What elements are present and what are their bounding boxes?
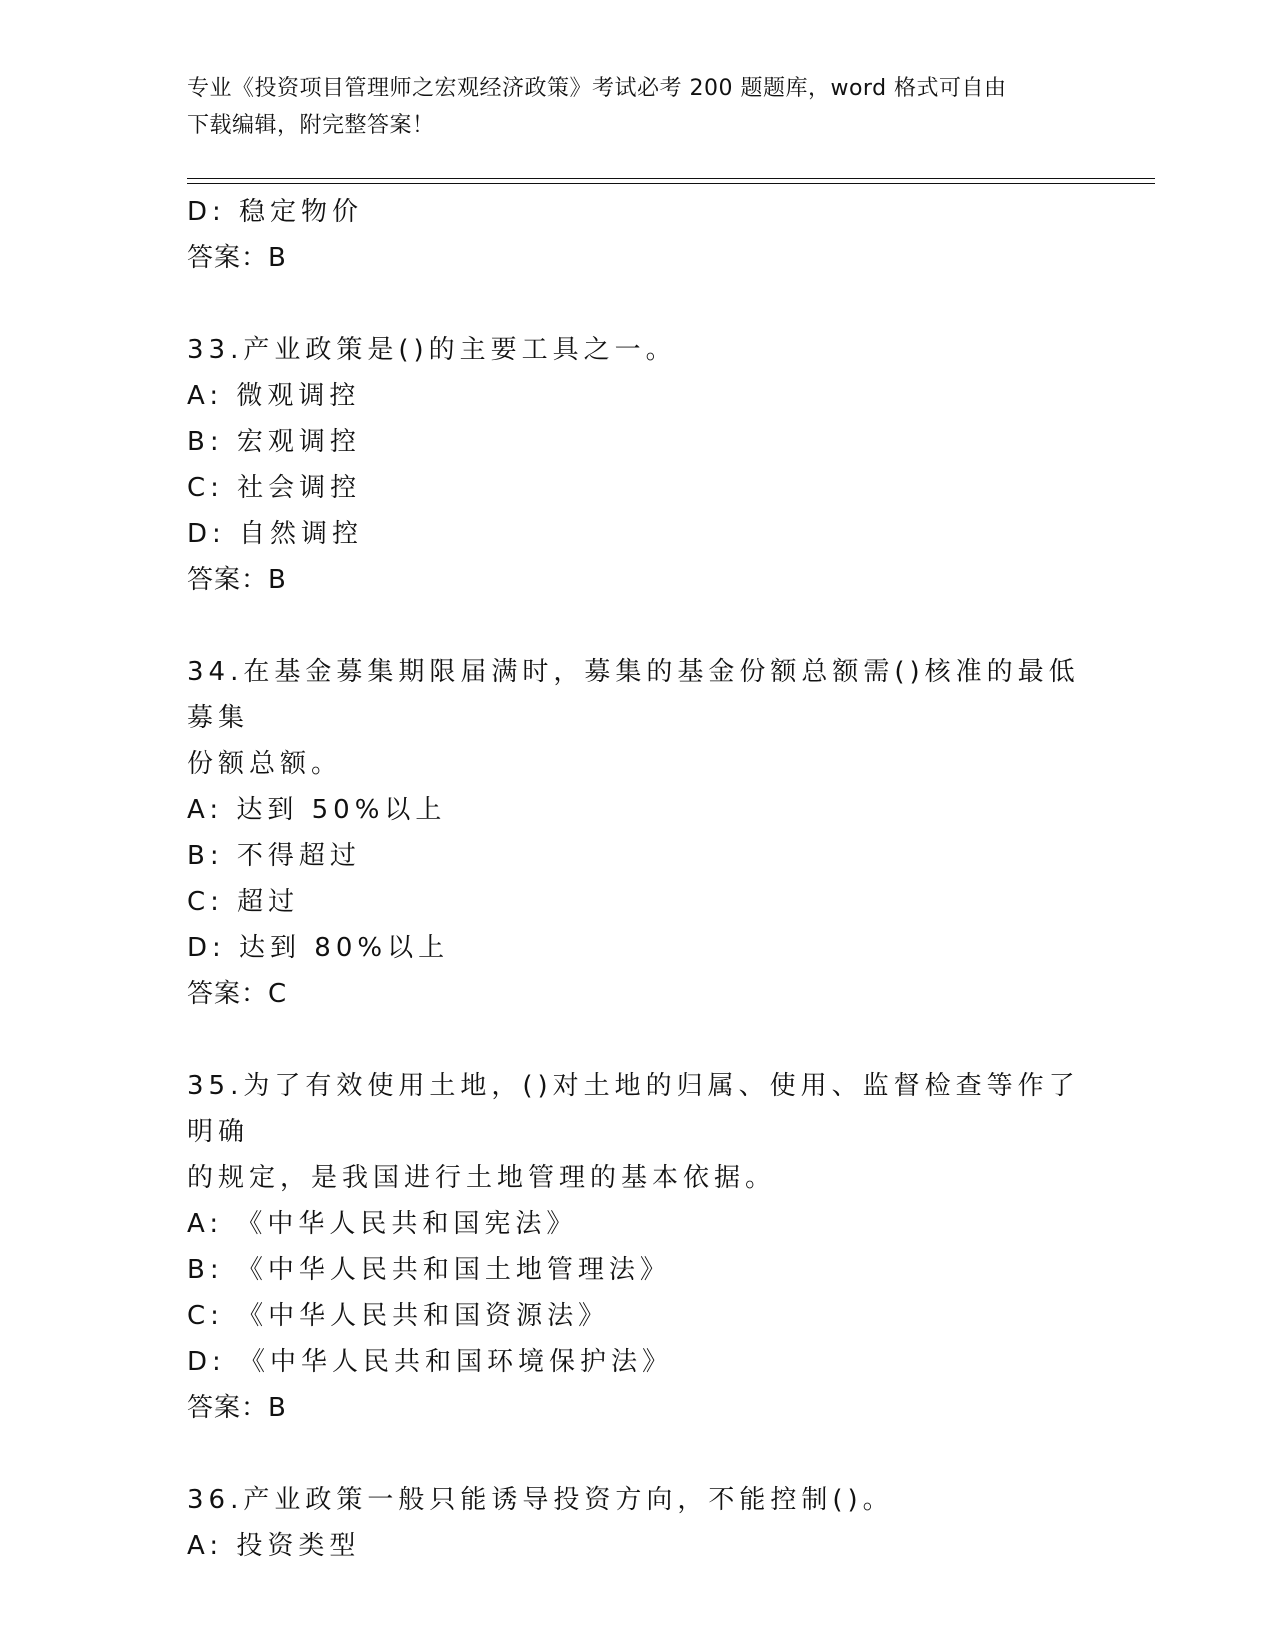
- option-a: A: 微观调控: [187, 381, 361, 411]
- carry-answer: 答案：B: [187, 243, 287, 273]
- option-a: A: 投资类型: [187, 1531, 361, 1561]
- option-c: C: 超过: [187, 887, 300, 917]
- header-rule-bottom: [187, 183, 1155, 184]
- question-stem-continued: 份额总额。: [187, 749, 343, 779]
- option-b: B: 不得超过: [187, 841, 361, 871]
- question-33: [187, 327, 1087, 603]
- header-rule-top: [187, 178, 1155, 179]
- question-35: [187, 1063, 1087, 1431]
- option-d: D: 《中华人民共和国环境保护法》: [187, 1347, 674, 1377]
- question-stem: 33.产业政策是()的主要工具之一。: [187, 335, 677, 365]
- spacer: [187, 281, 1087, 327]
- option-c: C: 社会调控: [187, 473, 362, 503]
- answer: 答案：B: [187, 1393, 287, 1423]
- question-stem-continued: 的规定，是我国进行土地管理的基本依据。: [187, 1163, 777, 1193]
- carry-option-d: D: 稳定物价: [187, 197, 364, 227]
- option-b: B: 《中华人民共和国土地管理法》: [187, 1255, 671, 1285]
- header-line-1: 专业《投资项目管理师之宏观经济政策》考试必考 200 题题库，word 格式可自由: [187, 76, 1007, 101]
- question-stem: 35.为了有效使用土地，()对土地的归属、使用、监督检查等作了明确: [187, 1071, 1080, 1147]
- option-b: B: 宏观调控: [187, 427, 361, 457]
- question-list: [187, 189, 1087, 1569]
- option-d: D: 达到 80%以上: [187, 933, 450, 963]
- spacer: [187, 1017, 1087, 1063]
- option-a: A: 达到 50%以上: [187, 795, 447, 825]
- option-d: D: 自然调控: [187, 519, 364, 549]
- answer: 答案：C: [187, 979, 288, 1009]
- question-34: [187, 649, 1087, 1017]
- option-a: A: 《中华人民共和国宪法》: [187, 1209, 578, 1239]
- question-stem: 36.产业政策一般只能诱导投资方向，不能控制()。: [187, 1485, 894, 1515]
- option-c: C: 《中华人民共和国资源法》: [187, 1301, 610, 1331]
- spacer: [187, 1431, 1087, 1477]
- question-36: [187, 1477, 1087, 1569]
- spacer: [187, 603, 1087, 649]
- answer: 答案：B: [187, 565, 287, 595]
- question-stem: 34.在基金募集期限届满时，募集的基金份额总额需()核准的最低募集: [187, 657, 1080, 733]
- document-header: [187, 70, 1077, 144]
- header-line-2: 下载编辑，附完整答案！: [187, 113, 435, 138]
